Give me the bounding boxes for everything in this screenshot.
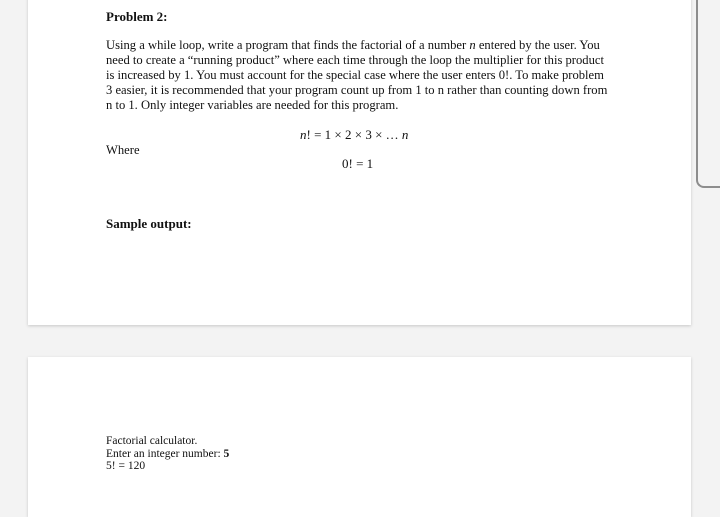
output-line-3: 5! = 120 [106,460,146,472]
problem-title: Problem 2: [106,9,168,24]
sample-output-heading: Sample output: [106,216,192,231]
output-prompt: Enter an integer number: [106,447,224,460]
equation-lhs: n [300,127,307,142]
where-label: Where [106,143,140,157]
problem-text-start: Using a while loop, write a program that finds the factorial of a number [106,38,470,52]
output-line-2 [106,448,229,461]
equation-body: ! = 1 × 2 × 3 × … [306,127,402,142]
problem-description [106,38,612,113]
sample-output-block [106,435,229,473]
zero-factorial-equation: 0! = 1 [342,156,374,171]
variable-n: n [469,38,476,52]
scrollbar-track[interactable] [696,0,720,188]
factorial-equation [300,127,408,142]
output-user-input: 5 [223,447,230,460]
output-line-1: Factorial calculator. [106,435,198,447]
problem-text-rest: entered by the user. You need to create a “running product” where each time through the loop the multiplier for this product is increased by 1. You must account for the special case where the user enters 0!. To make problem 3 easier, it is recommended that your program count up from 1 to n rather than counting down from n to 1. Only integer variables are needed for this program. [106,38,608,112]
equation-end: n [401,127,409,142]
